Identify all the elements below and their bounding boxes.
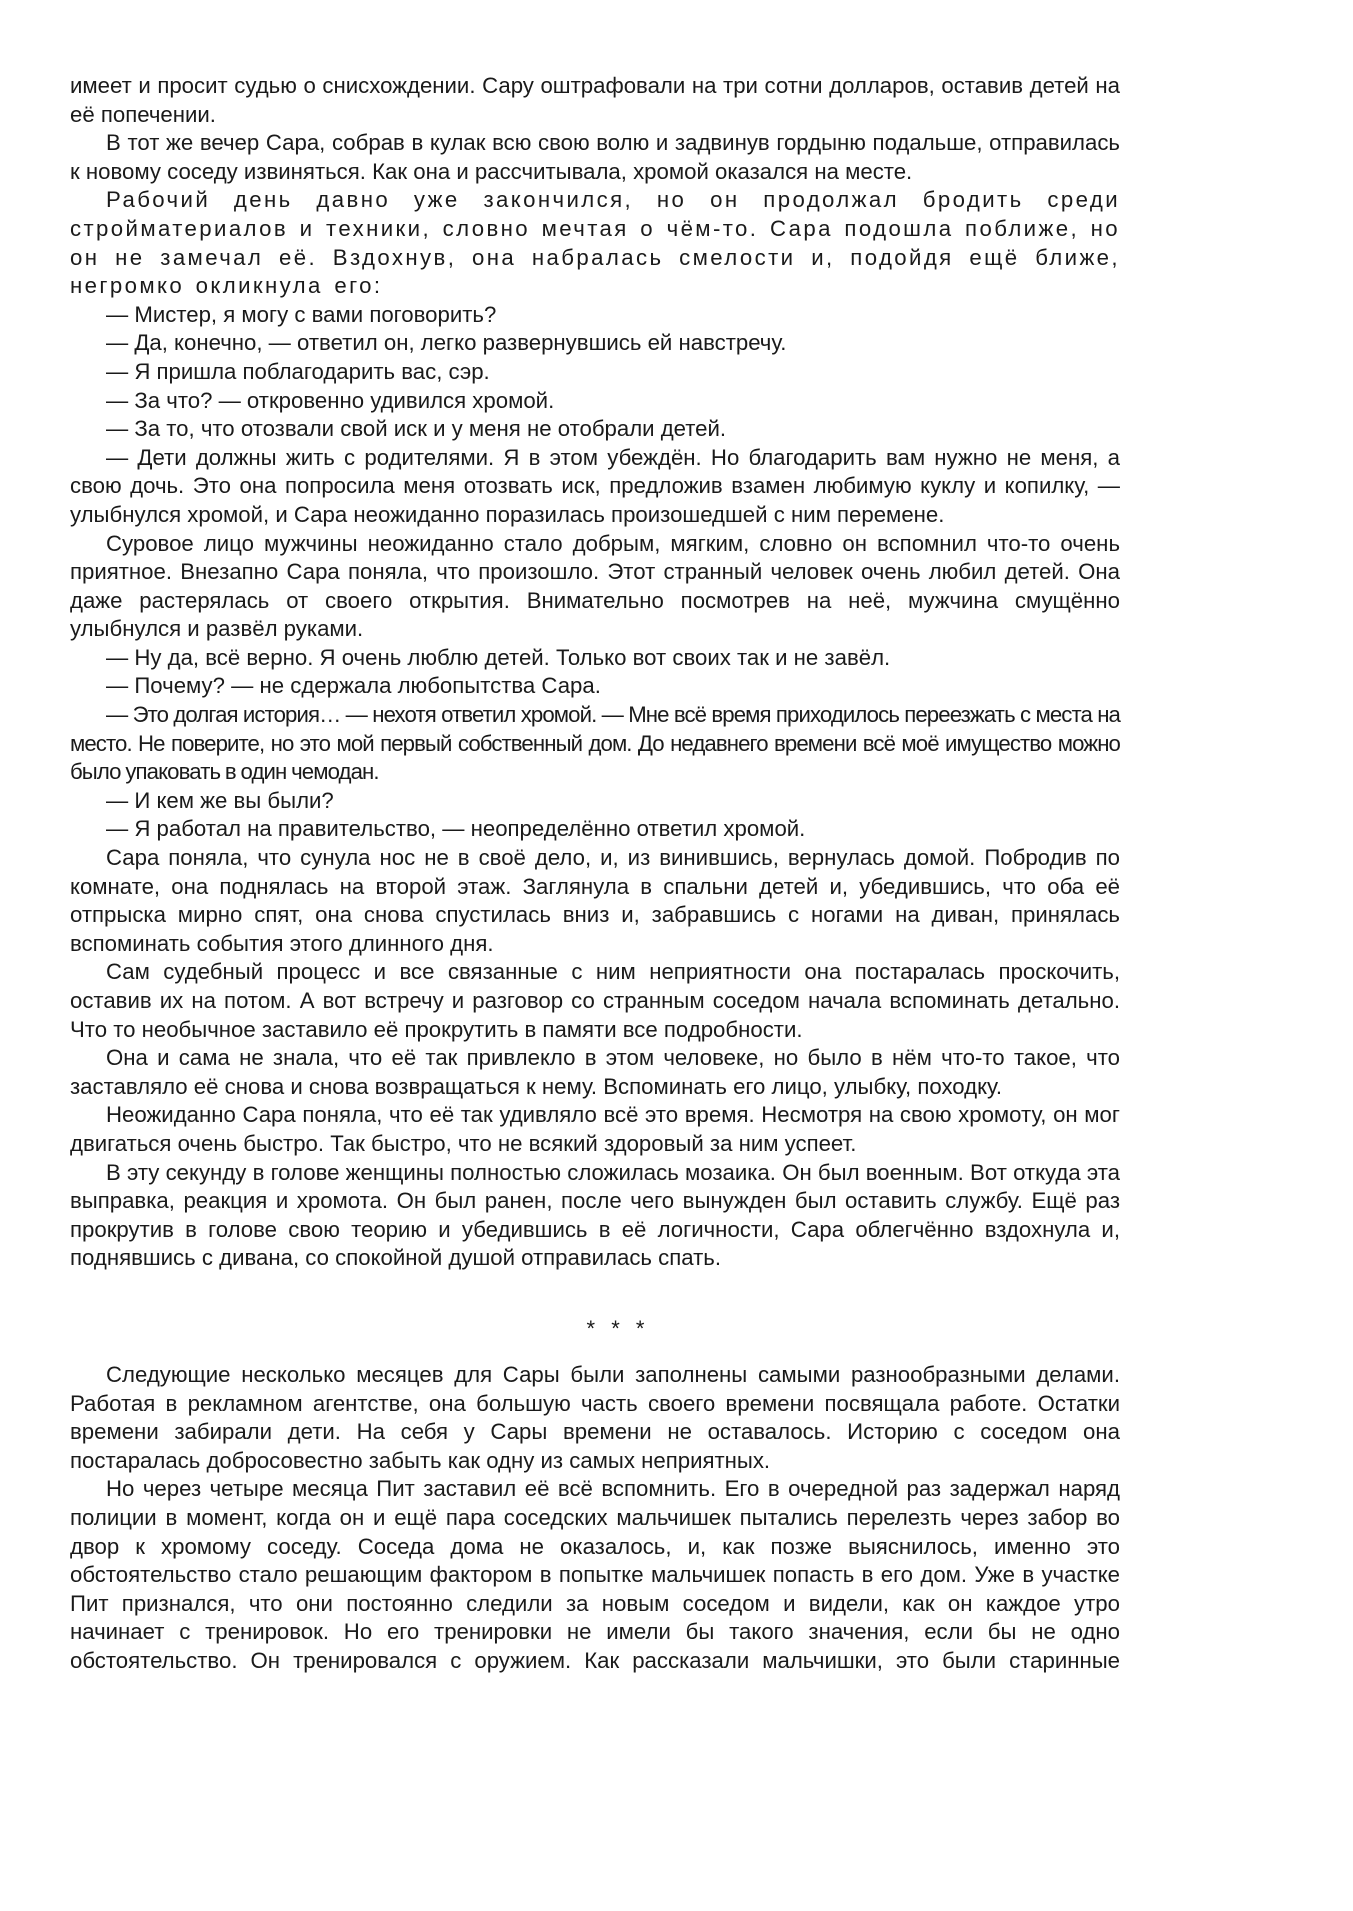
dialogue-line: — Мистер, я могу с вами поговорить? <box>106 301 497 327</box>
paragraph: Сара поняла, что сунула нос не в своё дело, и, из винившись, вернулась домой. Побродив по комнате, она поднялась на второй этаж. Заглянула в спальни детей и, убедившись, что оба её отпрыска мирно спят, она снова спустилась вниз и, забравшись с ногами на диван, принялась вспоминать события этого длинного дня. <box>70 845 1120 956</box>
paragraph: Сам судебный процесс и все связанные с ним неприятности она постаралась проскочить, оставив их на потом. А вот встречу и разговор со странным соседом начала вспоминать детально. Что то необычное заставило её прокрутить в памяти все подробности. <box>70 959 1120 1042</box>
paragraph: имеет и просит судью о снисхождении. Сару оштрафовали на три сотни долларов, оставив детей на её попечении. <box>70 73 1120 127</box>
paragraph: Неожиданно Сара поняла, что её так удивляло всё это время. Несмотря на свою хромоту, он мог двигаться очень быстро. Так быстро, что не всякий здоровый за ним успеет. <box>70 1102 1120 1156</box>
dialogue-line: — Ну да, всё верно. Я очень люблю детей. Только вот своих так и не завёл. <box>106 644 891 670</box>
dialogue-line: — Я пришла поблагодарить вас, сэр. <box>106 358 490 384</box>
dialogue-line: — Почему? — не сдержала любопытства Сара. <box>106 673 601 699</box>
dialogue-line: — За то, что отозвали свой иск и у меня не отобрали детей. <box>106 416 727 442</box>
paragraph: Она и сама не знала, что её так привлекло в этом человеке, но было в нём что-то такое, что заставляло её снова и снова возвращаться к нему. Вспоминать его лицо, улыбку, походку. <box>70 1045 1120 1099</box>
paragraph: В тот же вечер Сара, собрав в кулак всю свою волю и задвинув гордыню подальше, отправилась к новому соседу извиняться. Как она и рассчитывала, хромой оказался на месте. <box>70 130 1120 184</box>
dialogue-line: — Это долгая история… — нехотя ответил хромой. — Мне всё время приходилось переезжать с места на место. Не поверите, но это мой первый собственный дом. До недавнего времени всё моё имущество можно было упаковать в один чемодан. <box>70 702 1120 785</box>
paragraph: В эту секунду в голове женщины полностью сложилась мозаика. Он был военным. Вот откуда эта выправка, реакция и хромота. Он был ранен, после чего вынужден был оставить службу. Ещё раз прокрутив в голове свою теорию и убедившись в её логичности, Сара облегчённо вздохнула и, поднявшись с дивана, со спокойной душой отправилась спать. <box>70 1159 1120 1271</box>
dialogue-line: — За что? — откровенно удивился хромой. <box>106 387 555 413</box>
section-separator: * * * <box>586 1315 650 1341</box>
paragraph: Следующие несколько месяцев для Сары были заполнены самыми разнообразными делами. Работая в рекламном агентстве, она большую часть своего времени посвящала работе. Остатки времени забирали дети. На себя у Сары времени не оставалось. Историю с соседом она постаралась добросовестно забыть как одну из самых неприятных. <box>70 1361 1120 1473</box>
paragraph: Суровое лицо мужчины неожиданно стало добрым, мягким, словно он вспомнил что-то очень приятное. Внезапно Сара поняла, что произошло. Этот странный человек очень любил детей. Она даже растерялась от своего открытия. Внимательно посмотрев на неё, мужчина смущённо улыбнулся и развёл руками. <box>70 530 1120 642</box>
book-page <box>70 72 1120 1675</box>
dialogue-line: — Да, конечно, — ответил он, легко развернувшись ей навстречу. <box>106 330 787 356</box>
dialogue-line: — И кем же вы были? <box>106 787 334 813</box>
dialogue-line: — Я работал на правительство, — неопределённо ответил хромой. <box>106 816 806 842</box>
paragraph: Рабочий день давно уже закончился, но он продолжал бродить среди стройматериалов и техники, словно мечтая о чём-то. Сара подошла поближе, но он не замечал её. Вздохнув, она набралась смелости и, подойдя ещё ближе, негромко окликнула его: <box>70 187 1120 299</box>
paragraph: Но через четыре месяца Пит заставил её всё вспомнить. Его в очередной раз задержал наряд полиции в момент, когда он и ещё пара соседских мальчишек пытались перелезть через забор во двор к хромому соседу. Соседа дома не оказалось, и, как позже выяснилось, именно это обстоятельство стало решающим фактором в попытке мальчишек попасть в его дом. Уже в участке Пит признался, что они постоянно следили за новым соседом и видели, как он каждое утро начинает с тренировок. Но его тренировки не имели бы такого значения, если бы не одно обстоятельство. Он тренировался с оружием. Как рассказали мальчишки, это были старинные <box>70 1476 1120 1673</box>
dialogue-line: — Дети должны жить с родителями. Я в этом убеждён. Но благодарить вам нужно не меня, а свою дочь. Это она попросила меня отозвать иск, предложив взамен любимую куклу и копилку, — улыбнулся хромой, и Сара неожиданно поразилась произошедшей с ним перемене. <box>70 444 1120 527</box>
